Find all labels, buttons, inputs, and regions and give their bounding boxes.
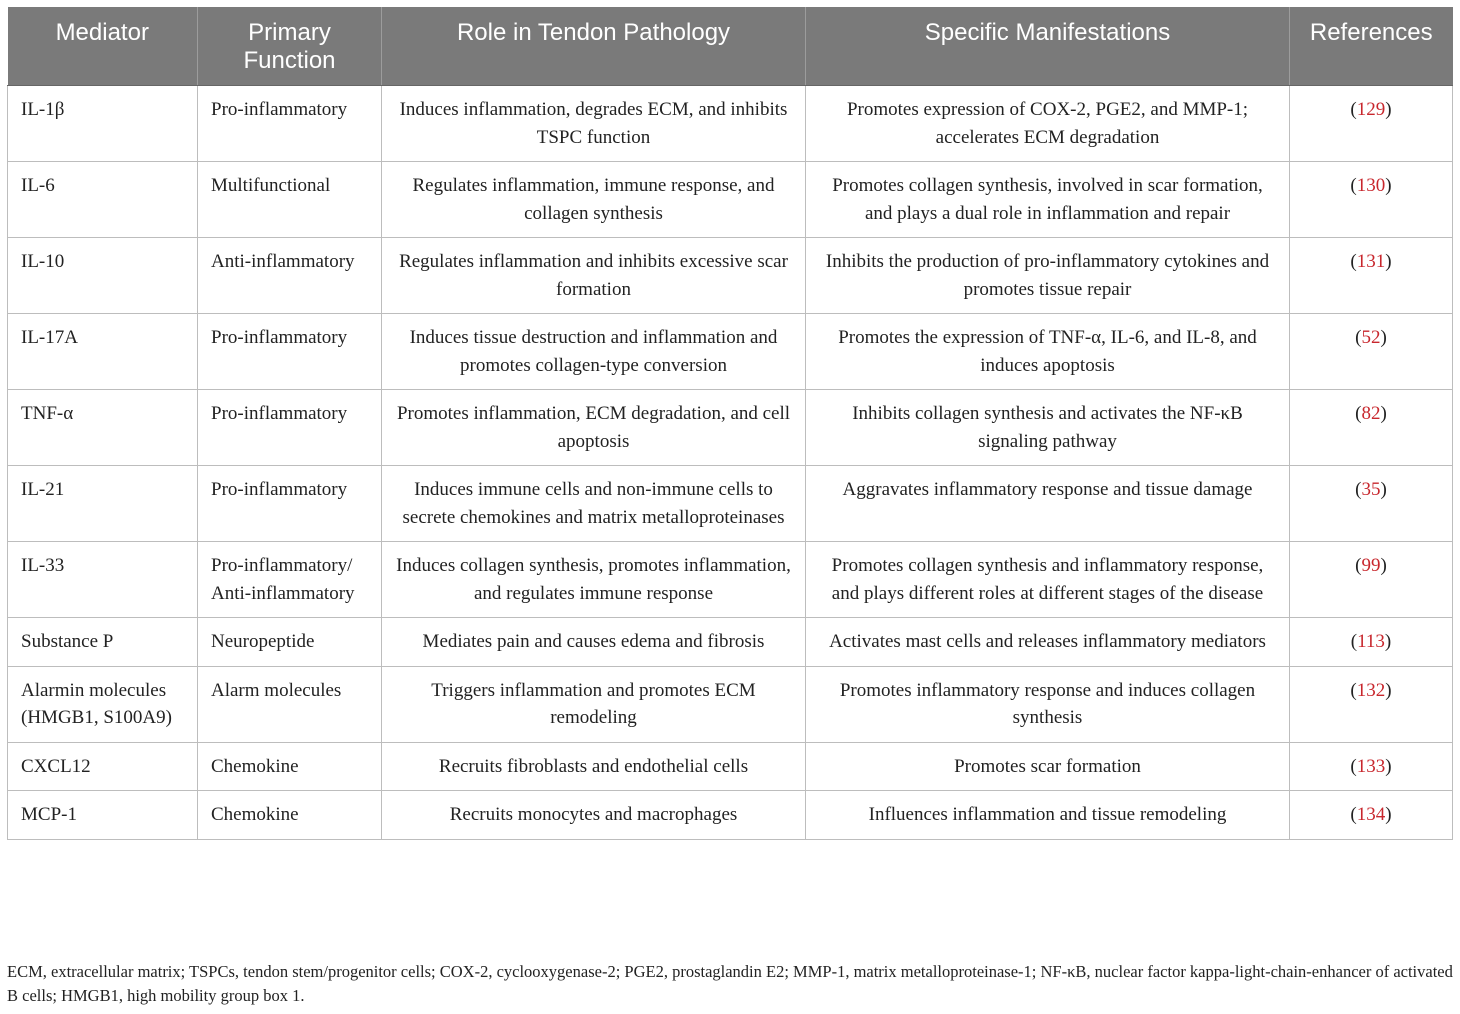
table-body — [8, 86, 1453, 840]
cell-role: Recruits monocytes and macrophages — [382, 791, 806, 840]
cell-primary-function: Pro-inflammatory — [198, 390, 382, 466]
cell-mediator: IL-17A — [8, 314, 198, 390]
reference-link[interactable]: 52 — [1361, 327, 1381, 348]
cell-primary-function: Pro-inflammatory — [198, 314, 382, 390]
header-role: Role in Tendon Pathology — [382, 7, 806, 86]
header-primary-function: Primary Function — [198, 7, 382, 86]
cell-mediator: MCP-1 — [8, 791, 198, 840]
cell-reference: (134) — [1290, 791, 1453, 840]
cell-manifestations: Promotes expression of COX-2, PGE2, and MMP-1; accelerates ECM degradation — [806, 86, 1290, 162]
cell-mediator: Substance P — [8, 618, 198, 667]
cell-reference: (113) — [1290, 618, 1453, 667]
cell-reference: (132) — [1290, 666, 1453, 742]
cell-manifestations: Promotes the expression of TNF-α, IL-6, and IL-8, and induces apoptosis — [806, 314, 1290, 390]
cell-role: Promotes inflammation, ECM degradation, and cell apoptosis — [382, 390, 806, 466]
cell-reference: (131) — [1290, 238, 1453, 314]
cell-primary-function: Chemokine — [198, 791, 382, 840]
cell-primary-function: Neuropeptide — [198, 618, 382, 667]
table-row — [8, 466, 1453, 542]
cell-primary-function: Multifunctional — [198, 162, 382, 238]
cell-role: Recruits fibroblasts and endothelial cells — [382, 742, 806, 791]
table-row — [8, 742, 1453, 791]
table-row — [8, 618, 1453, 667]
cell-primary-function: Pro-inflammatory — [198, 86, 382, 162]
cell-mediator: IL-21 — [8, 466, 198, 542]
table-row — [8, 390, 1453, 466]
cell-role: Induces collagen synthesis, promotes inflammation, and regulates immune response — [382, 542, 806, 618]
cell-manifestations: Promotes inflammatory response and induces collagen synthesis — [806, 666, 1290, 742]
cell-role: Regulates inflammation, immune response, and collagen synthesis — [382, 162, 806, 238]
cell-mediator: IL-6 — [8, 162, 198, 238]
mediator-table — [7, 7, 1453, 840]
reference-link[interactable]: 132 — [1356, 679, 1386, 701]
table-header-row — [8, 7, 1453, 86]
cell-primary-function: Pro-inflammatory — [198, 466, 382, 542]
cell-role: Triggers inflammation and promotes ECM remodeling — [382, 666, 806, 742]
reference-link[interactable]: 129 — [1356, 99, 1386, 120]
reference-link[interactable]: 82 — [1361, 403, 1381, 424]
cell-reference: (129) — [1290, 86, 1453, 162]
cell-role: Induces immune cells and non-immune cells to secrete chemokines and matrix metalloproteinases — [382, 466, 806, 542]
cell-mediator: IL-10 — [8, 238, 198, 314]
cell-manifestations: Activates mast cells and releases inflammatory mediators — [806, 618, 1290, 667]
cell-mediator: IL-1β — [8, 86, 198, 162]
reference-link[interactable]: 133 — [1356, 755, 1386, 777]
cell-manifestations: Promotes collagen synthesis, involved in scar formation, and plays a dual role in inflammation and repair — [806, 162, 1290, 238]
table-row — [8, 542, 1453, 618]
reference-link[interactable]: 35 — [1361, 479, 1381, 500]
cell-primary-function: Anti-inflammatory — [198, 238, 382, 314]
table-row — [8, 162, 1453, 238]
cell-role: Induces tissue destruction and inflammation and promotes collagen-type conversion — [382, 314, 806, 390]
cell-reference: (35) — [1290, 466, 1453, 542]
cell-mediator: Alarmin molecules (HMGB1, S100A9) — [8, 666, 198, 742]
cell-mediator: IL-33 — [8, 542, 198, 618]
reference-link[interactable]: 99 — [1361, 555, 1381, 576]
cell-primary-function: Chemokine — [198, 742, 382, 791]
cell-role: Regulates inflammation and inhibits excessive scar formation — [382, 238, 806, 314]
cell-primary-function: Alarm molecules — [198, 666, 382, 742]
cell-manifestations: Promotes collagen synthesis and inflammatory response, and plays different roles at different stages of the disease — [806, 542, 1290, 618]
cell-primary-function: Pro-inflammatory/ Anti-inflammatory — [198, 542, 382, 618]
cell-reference: (82) — [1290, 390, 1453, 466]
cell-reference: (133) — [1290, 742, 1453, 791]
table-row — [8, 238, 1453, 314]
reference-link[interactable]: 134 — [1356, 804, 1386, 825]
table-footnote: ECM, extracellular matrix; TSPCs, tendon stem/progenitor cells; COX-2, cyclooxygenase-2; PGE2, prostaglandin E2; MMP-1, matrix metalloproteinase-1; NF-κB, nuclear factor kappa-light-chain-enhancer of activated B cells; HMGB1, high mobility group box 1. — [7, 962, 1453, 1005]
cell-mediator: TNF-α — [8, 390, 198, 466]
cell-manifestations: Promotes scar formation — [806, 742, 1290, 791]
reference-link[interactable]: 130 — [1356, 175, 1386, 196]
cell-mediator: CXCL12 — [8, 742, 198, 791]
reference-link[interactable]: 113 — [1357, 631, 1385, 652]
cell-reference: (130) — [1290, 162, 1453, 238]
reference-link[interactable]: 131 — [1356, 251, 1386, 272]
cell-manifestations: Aggravates inflammatory response and tissue damage — [806, 466, 1290, 542]
table-row — [8, 666, 1453, 742]
header-references: References — [1290, 7, 1453, 86]
cell-reference: (99) — [1290, 542, 1453, 618]
cell-role: Induces inflammation, degrades ECM, and inhibits TSPC function — [382, 86, 806, 162]
header-mediator: Mediator — [8, 7, 198, 86]
table-row — [8, 791, 1453, 840]
cell-reference: (52) — [1290, 314, 1453, 390]
cell-manifestations: Inhibits the production of pro-inflammatory cytokines and promotes tissue repair — [806, 238, 1290, 314]
cell-manifestations: Influences inflammation and tissue remodeling — [806, 791, 1290, 840]
table-row — [8, 314, 1453, 390]
cell-manifestations: Inhibits collagen synthesis and activates the NF-κB signaling pathway — [806, 390, 1290, 466]
cell-role: Mediates pain and causes edema and fibrosis — [382, 618, 806, 667]
header-manifestations: Specific Manifestations — [806, 7, 1290, 86]
table-row — [8, 86, 1453, 162]
